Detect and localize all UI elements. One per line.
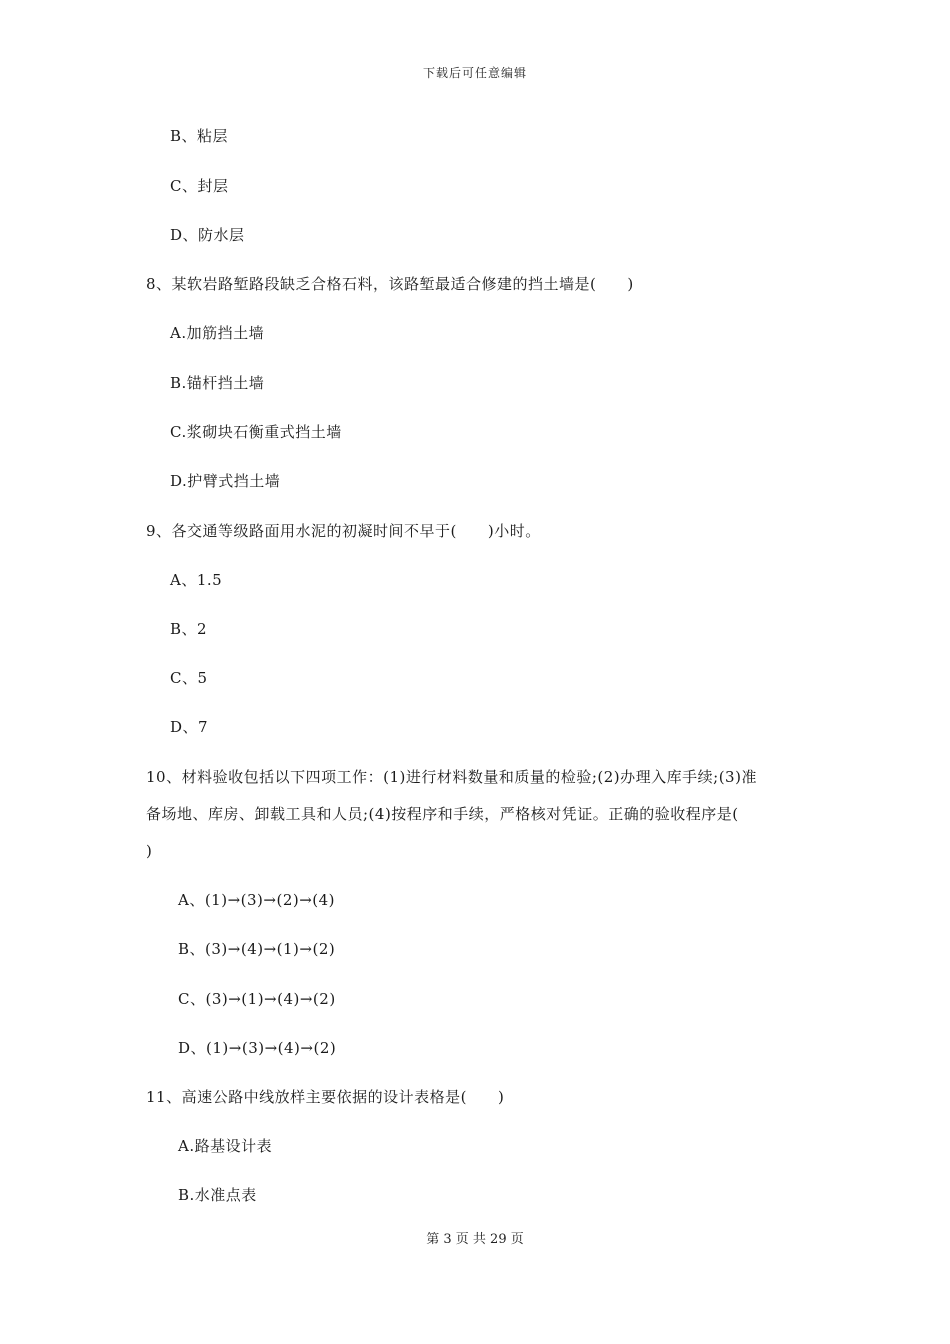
q7-option-b: B、粘层 — [170, 127, 229, 145]
q9-option-c: C、5 — [170, 669, 208, 687]
page-header: 下载后可任意编辑 — [422, 66, 527, 80]
q8-option-c: C.浆砌块石衡重式挡土墙 — [170, 423, 342, 441]
q11-option-a: A.路基设计表 — [178, 1137, 273, 1155]
q10-question-line-2: 备场地、库房、卸载工具和人员;(4)按程序和手续，严格核对凭证。正确的验收程序是( — [146, 805, 739, 823]
q9-option-d: D、7 — [170, 718, 209, 736]
q10-option-c: C、(3)→(1)→(4)→(2) — [178, 990, 336, 1008]
q10-option-d: D、(1)→(3)→(4)→(2) — [178, 1039, 337, 1057]
q9-question: 9、各交通等级路面用水泥的初凝时间不早于( )小时。 — [146, 522, 541, 540]
q7-option-c: C、封层 — [170, 177, 229, 195]
q11-option-b: B.水准点表 — [178, 1186, 257, 1204]
q10-option-a: A、(1)→(3)→(2)→(4) — [178, 891, 336, 909]
q8-option-d: D.护臂式挡土墙 — [170, 472, 281, 490]
q10-question-line-3: ) — [146, 842, 153, 860]
q10-question-line-1: 10、材料验收包括以下四项工作：(1)进行材料数量和质量的检验;(2)办理入库手续;(3)准 — [146, 768, 757, 786]
q7-option-d: D、防水层 — [170, 226, 245, 244]
page-footer: 第 3 页 共 29 页 — [426, 1232, 524, 1247]
q9-option-a: A、1.5 — [170, 571, 223, 589]
q8-question: 8、某软岩路堑路段缺乏合格石料，该路堑最适合修建的挡土墙是( ) — [146, 275, 634, 293]
q8-option-a: A.加筋挡土墙 — [170, 324, 265, 342]
q8-option-b: B.锚杆挡土墙 — [170, 374, 265, 392]
q9-option-b: B、2 — [170, 620, 208, 638]
q10-option-b: B、(3)→(4)→(1)→(2) — [178, 940, 336, 958]
q11-question: 11、高速公路中线放样主要依据的设计表格是( ) — [146, 1088, 505, 1106]
